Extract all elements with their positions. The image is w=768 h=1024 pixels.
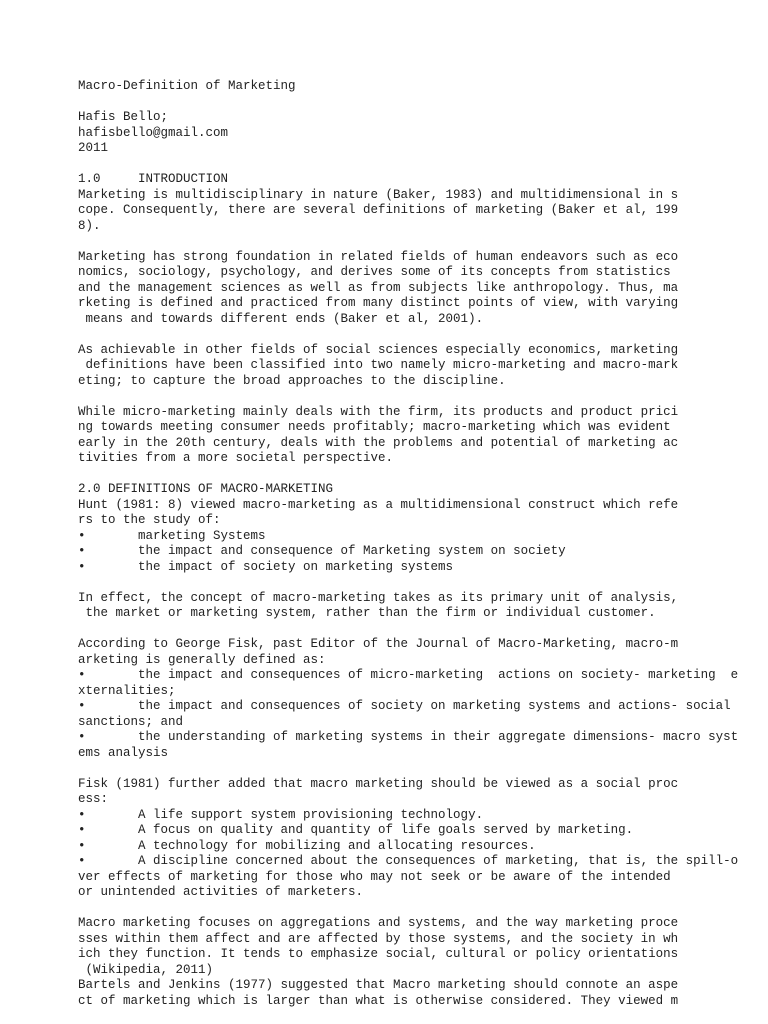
text-line: Marketing has strong foundation in related fields of human endeavors such as eco — [78, 249, 679, 264]
text-line: Bartels and Jenkins (1977) suggested that Macro marketing should connote an aspe — [78, 978, 679, 992]
text-line: ng towards meeting consumer needs profitably; macro-marketing which was evident — [78, 420, 671, 434]
text-line: • A life support system provisioning technology. — [78, 807, 484, 822]
text-line: Marketing is multidisciplinary in nature (Baker, 1983) and multidimensional in s — [78, 187, 679, 202]
blank-line — [78, 157, 758, 173]
blank-line — [78, 622, 758, 638]
text-line: 1.0 INTRODUCTION — [78, 172, 229, 186]
text-line: nomics, sociology, psychology, and derives some of its concepts from statistics — [78, 265, 671, 279]
text-line: eting; to capture the broad approaches to the discipline. — [78, 373, 506, 388]
text-line: ems analysis — [78, 745, 169, 760]
text-line: hafisbello@gmail.com — [78, 125, 229, 140]
blank-line — [78, 901, 758, 917]
text-line: Hafis Bello; — [78, 110, 169, 124]
text-line: arketing is generally defined as: — [78, 652, 326, 667]
text-line: In effect, the concept of macro-marketing takes as its primary unit of analysis, — [78, 590, 679, 605]
text-line: • A technology for mobilizing and allocating resources. — [78, 838, 536, 853]
text-line: While micro-marketing mainly deals with the firm, its products and product prici — [78, 404, 679, 419]
text-line: 8). — [78, 218, 101, 233]
text-line: ich they function. It tends to emphasize social, cultural or policy orientations — [78, 947, 679, 961]
text-line: Hunt (1981: 8) viewed macro-marketing as a multidimensional construct which refe — [78, 497, 679, 512]
blank-line — [78, 327, 758, 343]
text-line: and the management sciences as well as from subjects like anthropology. Thus, ma — [78, 280, 679, 295]
text-line: ess: — [78, 792, 109, 806]
blank-line — [78, 389, 758, 405]
text-line: Fisk (1981) further added that macro marketing should be viewed as a social proc — [78, 776, 679, 791]
text-line: • the understanding of marketing systems in their aggregate dimensions- macro syst — [78, 730, 739, 744]
text-line: rketing is defined and practiced from many distinct points of view, with varying — [78, 296, 679, 310]
text-line: As achievable in other fields of social sciences especially economics, marketing — [78, 342, 679, 357]
text-line: tivities from a more societal perspective. — [78, 451, 394, 465]
text-line: ver effects of marketing for those who may not seek or be aware of the intended — [78, 869, 671, 884]
blank-line — [78, 467, 758, 483]
text-line: cope. Consequently, there are several definitions of marketing (Baker et al, 199 — [78, 203, 679, 217]
text-line: or unintended activities of marketers. — [78, 885, 364, 899]
text-line: early in the 20th century, deals with the problems and potential of marketing ac — [78, 435, 679, 450]
text-line: ct of marketing which is larger than what is otherwise considered. They viewed m — [78, 993, 679, 1008]
text-line: 2.0 DEFINITIONS OF MACRO-MARKETING — [78, 482, 334, 496]
text-line: Macro-Definition of Marketing — [78, 79, 296, 93]
text-line: • the impact and consequences of society on marketing systems and actions- social — [78, 699, 731, 713]
text-line: sses within them affect and are affected by those systems, and the society in wh — [78, 931, 679, 946]
text-line: • the impact of society on marketing systems — [78, 559, 454, 574]
text-line: sanctions; and — [78, 714, 184, 729]
text-line: rs to the study of: — [78, 513, 221, 527]
text-line: According to George Fisk, past Editor of the Journal of Macro-Marketing, macro-m — [78, 637, 679, 651]
text-line: Macro marketing focuses on aggregations and systems, and the way marketing proce — [78, 916, 679, 930]
text-line: xternalities; — [78, 683, 176, 698]
text-line: 2011 — [78, 141, 109, 155]
text-line: (Wikipedia, 2011) — [78, 962, 214, 977]
text-line: • the impact and consequences of micro-marketing actions on society- marketing e — [78, 668, 739, 682]
text-line: • A discipline concerned about the consequences of marketing, that is, the spill-o — [78, 854, 739, 868]
blank-line — [78, 95, 758, 111]
text-line: • A focus on quality and quantity of life goals served by marketing. — [78, 823, 634, 837]
document-body — [78, 79, 758, 1009]
text-line: • marketing Systems — [78, 528, 266, 543]
text-line: the market or marketing system, rather than the firm or individual customer. — [78, 606, 656, 620]
text-line: definitions have been classified into two namely micro-marketing and macro-mark — [78, 358, 679, 372]
text-line: means and towards different ends (Baker et al, 2001). — [78, 311, 484, 326]
blank-line — [78, 234, 758, 250]
text-line: • the impact and consequence of Marketing system on society — [78, 544, 566, 558]
blank-line — [78, 575, 758, 591]
blank-line — [78, 761, 758, 777]
